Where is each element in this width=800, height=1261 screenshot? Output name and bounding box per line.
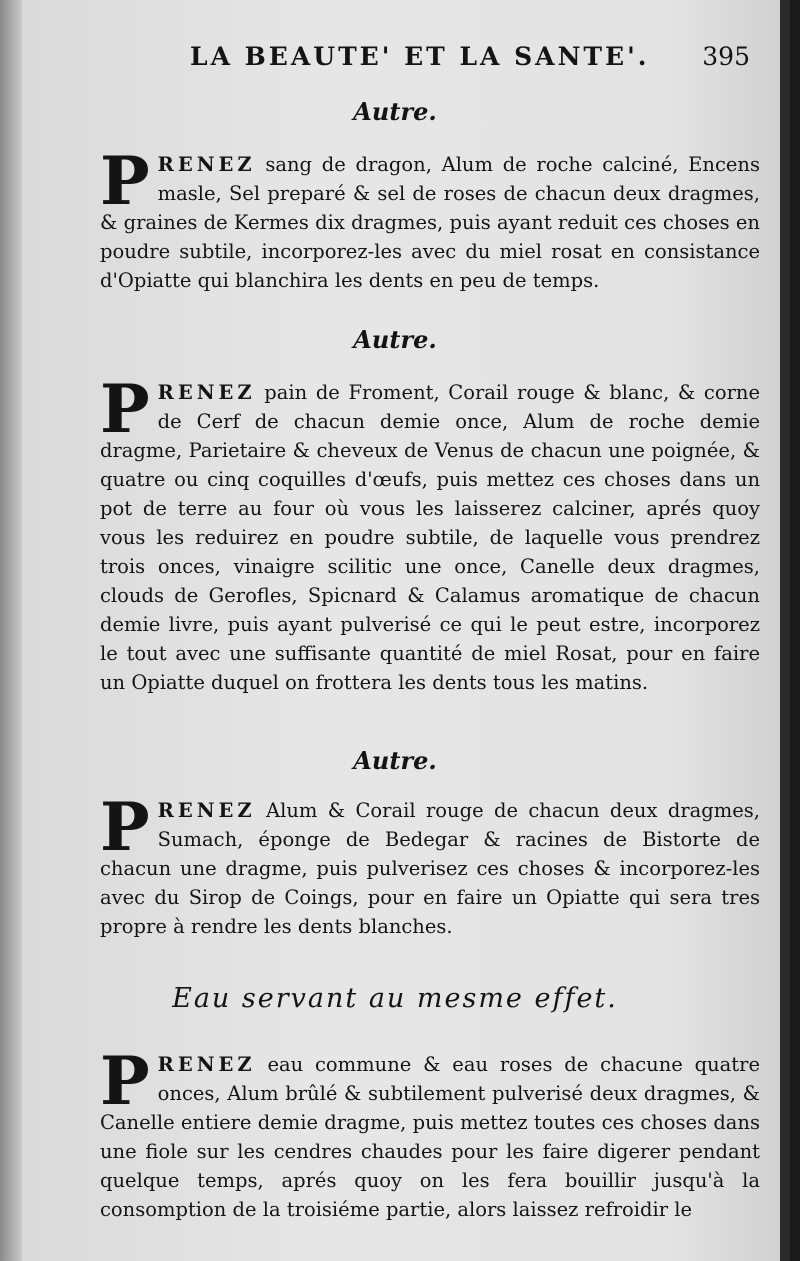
page-edge	[780, 0, 790, 1261]
drop-cap: P	[100, 1042, 150, 1120]
recipe-paragraph-4	[100, 1042, 761, 1224]
paragraph-text: Alum & Corail rouge de chacun deux dragmes, Sumach, éponge de Bedegar & racines de Bistorte de chacun une dragme, puis pulverisez ces choses & incorporez-les avec du Sirop de Coings, pour en faire un Opiatte qui sera tres propre à rendre les dents blanches.	[100, 799, 761, 938]
recipe-paragraph-1	[100, 142, 760, 295]
paragraph-text: pain de Froment, Corail rouge & blanc, & corne de Cerf de chacun demie once, Alum de roche demie dragme, Parietaire & cheveux de Venus de chacun une poignée, & quatre ou cinq coquilles d'œufs, puis mettez ces choses dans un pot de terre au four où vous les laisserez calciner, aprés quoy vous les reduirez en poudre subtile, de laquelle vous prendrez trois onces, vinaigre scilitic une once, Canelle deux dragmes, clouds de Gerofles, Spicnard & Calamus aromatique de chacun demie livre, puis ayant pulverisé ce qui le peut estre, incorporez le tout avec une suffisante quantité de miel Rosat, pour en faire un Opiatte duquel on frottera les dents tous les matins.	[100, 381, 760, 694]
lead-word: RENEZ	[157, 153, 256, 176]
page-number: 395	[702, 42, 750, 71]
drop-cap: P	[100, 370, 150, 448]
section-title-3: Autre.	[353, 746, 437, 775]
recipe-paragraph-3	[100, 788, 761, 941]
paragraph-text: sang de dragon, Alum de roche calciné, Encens masle, Sel preparé & sel de roses de chacun deux dragmes, & graines de Kermes dix dragmes, puis ayant reduit ces choses en poudre subtile, incorporez-les avec du miel rosat en consistance d'Opiatte qui blanchira les dents en peu de temps.	[100, 153, 760, 292]
recipe-paragraph-2	[100, 370, 760, 697]
paragraph-text: eau commune & eau roses de chacune quatre onces, Alum brûlé & subtilement pulverisé deux dragmes, & Canelle entiere demie dragme, puis mettez toutes ces choses dans une fiole sur les cendres chaudes pour les faire digerer pendant quelque temps, aprés quoy on les fera bouillir jusqu'à la consomption de la troisiéme partie, alors laissez refroidir le	[100, 1053, 761, 1221]
lead-word: RENEZ	[157, 1053, 256, 1076]
drop-cap: P	[100, 788, 150, 866]
section-title-1: Autre.	[353, 97, 437, 126]
running-title: LA BEAUTE' ET LA SANTE'.	[190, 42, 650, 71]
page-header	[190, 40, 750, 80]
lead-word: RENEZ	[157, 381, 256, 404]
page-binding-shadow	[0, 0, 22, 1261]
section-title-4: Eau servant au mesme effet.	[172, 983, 618, 1014]
drop-cap: P	[100, 142, 150, 220]
lead-word: RENEZ	[157, 799, 256, 822]
section-title-2: Autre.	[353, 325, 437, 354]
